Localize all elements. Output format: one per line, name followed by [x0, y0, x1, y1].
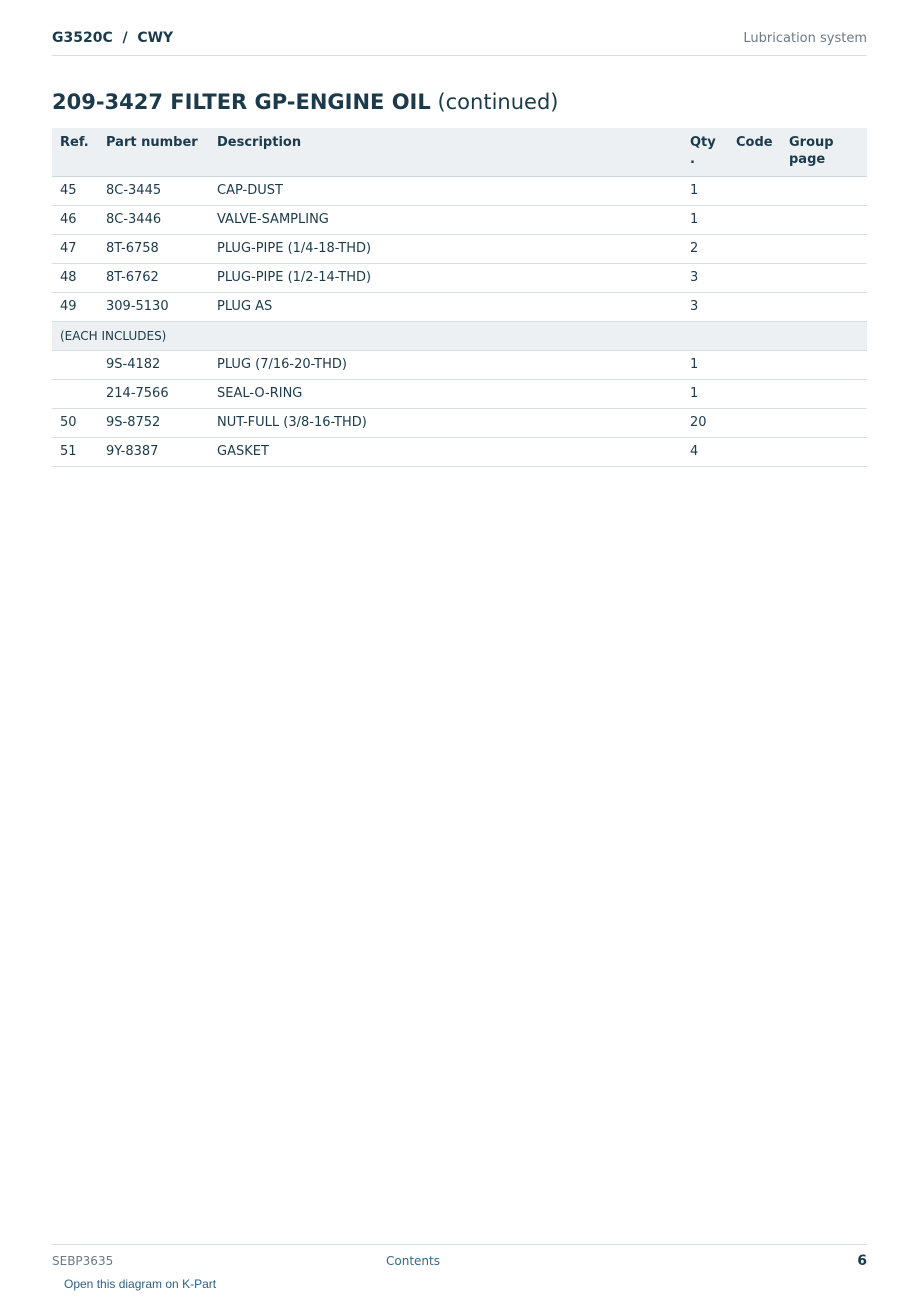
qty-cell: 2: [682, 235, 728, 264]
contents-link[interactable]: Contents: [386, 1254, 440, 1268]
table-row: [52, 380, 867, 409]
parts-table: [52, 128, 867, 467]
ref-cell: 47: [52, 235, 98, 264]
table-row: [52, 409, 867, 438]
group-page-cell: [781, 409, 867, 438]
group-page-cell: [781, 177, 867, 206]
column-header-code: Code: [728, 128, 781, 177]
ref-cell: 45: [52, 177, 98, 206]
title-suffix: (continued): [437, 90, 559, 114]
column-header-part-number: Part number: [98, 128, 209, 177]
part-number-cell: 8T-6758: [98, 235, 209, 264]
description-cell: VALVE-SAMPLING: [209, 206, 682, 235]
column-header-qty: Qty .: [682, 128, 728, 177]
group-page-cell: [781, 351, 867, 380]
part-number-cell: 9Y-8387: [98, 438, 209, 467]
ref-cell: 48: [52, 264, 98, 293]
ref-cell: 51: [52, 438, 98, 467]
description-cell: PLUG AS: [209, 293, 682, 322]
code-cell: [728, 206, 781, 235]
part-number-cell: 214-7566: [98, 380, 209, 409]
group-page-cell: [781, 293, 867, 322]
section-label: Lubrication system: [743, 31, 867, 46]
table-row: [52, 351, 867, 380]
column-header-group-page: Group page: [781, 128, 867, 177]
qty-cell: 1: [682, 380, 728, 409]
group-page-cell: [781, 264, 867, 293]
description-cell: NUT-FULL (3/8-16-THD): [209, 409, 682, 438]
table-row: [52, 206, 867, 235]
qty-cell: 4: [682, 438, 728, 467]
group-page-cell: [781, 380, 867, 409]
group-page-cell: [781, 235, 867, 264]
model-label: G3520C / CWY: [52, 30, 174, 46]
table-row: [52, 235, 867, 264]
open-diagram-kpart-link[interactable]: Open this diagram on K-Part: [64, 1277, 217, 1291]
part-number-cell: 8T-6762: [98, 264, 209, 293]
qty-cell: 1: [682, 206, 728, 235]
description-cell: CAP-DUST: [209, 177, 682, 206]
code-cell: [728, 177, 781, 206]
ref-cell: 50: [52, 409, 98, 438]
code-cell: [728, 438, 781, 467]
page-footer: [52, 1244, 867, 1275]
ref-cell: 49: [52, 293, 98, 322]
group-page-cell: [781, 438, 867, 467]
table-row: [52, 293, 867, 322]
part-number-cell: 8C-3445: [98, 177, 209, 206]
column-header-ref: Ref.: [52, 128, 98, 177]
code-cell: [728, 235, 781, 264]
part-number-cell: 9S-4182: [98, 351, 209, 380]
description-cell: SEAL-O-RING: [209, 380, 682, 409]
qty-cell: 1: [682, 351, 728, 380]
code-cell: [728, 380, 781, 409]
description-cell: PLUG (7/16-20-THD): [209, 351, 682, 380]
description-cell: GASKET: [209, 438, 682, 467]
ref-cell: [52, 351, 98, 380]
title-main: 209-3427 FILTER GP-ENGINE OIL: [52, 90, 431, 114]
page-header: [52, 28, 867, 56]
page-title: [52, 90, 558, 114]
table-row: [52, 264, 867, 293]
table-row: [52, 438, 867, 467]
column-header-description: Description: [209, 128, 682, 177]
qty-cell: 3: [682, 293, 728, 322]
table-header-row: [52, 128, 867, 177]
note-cell: (EACH INCLUDES): [52, 322, 867, 351]
group-page-cell: [781, 206, 867, 235]
ref-cell: 46: [52, 206, 98, 235]
page-number: 6: [857, 1253, 867, 1269]
code-cell: [728, 409, 781, 438]
qty-cell: 1: [682, 177, 728, 206]
qty-cell: 3: [682, 264, 728, 293]
part-number-cell: 9S-8752: [98, 409, 209, 438]
qty-cell: 20: [682, 409, 728, 438]
code-cell: [728, 351, 781, 380]
part-number-cell: 8C-3446: [98, 206, 209, 235]
code-cell: [728, 264, 781, 293]
description-cell: PLUG-PIPE (1/4-18-THD): [209, 235, 682, 264]
part-number-cell: 309-5130: [98, 293, 209, 322]
ref-cell: [52, 380, 98, 409]
parts-table-body: [52, 177, 867, 467]
document-number: SEBP3635: [52, 1254, 114, 1268]
code-cell: [728, 293, 781, 322]
table-note-row: [52, 322, 867, 351]
description-cell: PLUG-PIPE (1/2-14-THD): [209, 264, 682, 293]
table-row: [52, 177, 867, 206]
